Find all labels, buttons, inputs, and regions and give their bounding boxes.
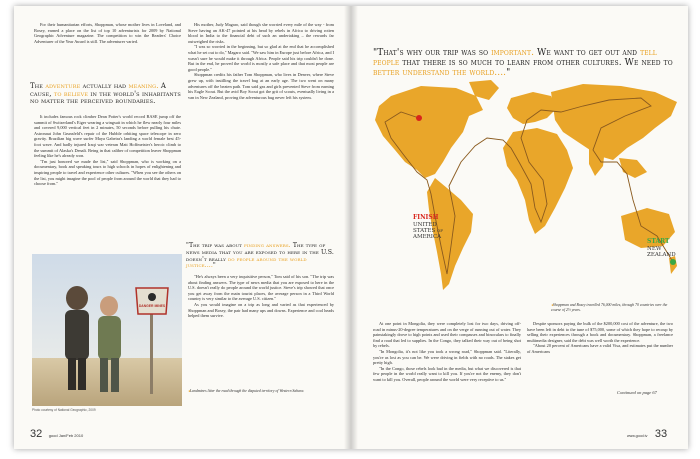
right-col1-para-1: At one point in Mongolia, they were completely lost for two days, driving off-road in minus-20-degree temperatures and on the verge of running out of water. They painstakingly drove to high points and used their compasses and binoculars to finally find a road that led to supplies. In the Congo, they talked their way out of being shot by rebels. [373,321,521,349]
right-pull-quote: "That's why our trip was so important. We want to get out and tell people that there is so much to learn from other cultures. We need to better understand the world...." [373,48,673,78]
map-europe [507,92,557,124]
finish-place-label: UNITED STATES of AMERICA [413,222,444,240]
left-page [14,6,351,449]
right-col1-para-2: "In Mongolia, it's not like you took a wrong road," Shoppman said. "Literally, you're as lost as you can be. We were driving in fields with no roads. The stakes get pretty high. [373,348,521,366]
left-col2-para-3: Shoppman credits his father Tom Shoppman, who lives in Denver, where Steve grew up, with instilling the travel bug at an early age. The two went on many adventures off the beaten path. Tom said gas and girls prevented Steve from earning his Eagle Scout. But the avid Boy Scout got the grit of scouts, eventually living in a van in New Zealand, proving the adventurous bug never left his system. [188,72,334,100]
world-route-map [351,76,688,316]
left-folio [30,424,83,442]
right-col1-para-3: "In the Congo, those rebels look bad in the media, but what we discovered is that few people in the world really want to kill you. If you're not the enemy, they don't want to kill you. Overall, people around the world were very receptive to us." [373,365,521,382]
danger-sign-text: DANGER MINES [138,304,166,308]
photo-credit: Photo courtesy of National Geographic, 2009 [32,408,96,412]
right-column-1 [373,321,521,383]
left-col2-para-1: His mother, Judy Magaro, said though she worried every mile of the way - from Steve having an AK-47 pointed at his head by rebels in Africa to driving rotten blood in India to the financial debt of such an undertaking – the rewards far outweighed the risks. [188,22,334,44]
map-caption-bullet-icon: ◂ [551,303,553,307]
right-page [351,6,688,449]
left-col1-para-3: "I'm just honored we made the list," said Shoppman, who is working on a documentary, book and speaking tours to high schools in hopes of enlightening and inspiring people to travel and experience other cultures. "When you see the others on the list, you might imagine the pool of people from around the world that they had to choose from." [34,158,181,187]
right-col2-para-1: Despite sponsors paying the bulk of the $200,000 cost of the adventure, the two have been left in debt to the tune of $75,000, some of which they hope to recoup by selling their experiences through a book and documentary. Shoppman, a freelance multimedia designer, said the debt was well worth the experience. [527,321,673,343]
right-folio [627,424,667,442]
left-page-number: 32 [30,428,43,440]
left-column-1 [34,22,181,44]
start-label: START [647,238,670,245]
left-folio-text: good Jan/Feb 2010 [48,433,84,438]
continued-note: Continued on page 67 [617,390,657,395]
map-north-america [375,86,483,178]
caption-bullet-icon: ◂ [188,389,190,393]
left-col3-para-1: "He's always been a very inquisitive person," Tom said of his son. "The trip was about finding answers. The type of news media that you are exposed to here in the U.S. doesn't really do people around the world justice. Steve's trip showed that once you get away from the main tourist places, the average person in a Third World country is very similar to the average U.S. citizen." [188,274,334,302]
desert-photo-illustration [32,254,182,406]
finish-label: FINISH [413,214,439,221]
right-folio-url: www.good.tv [627,434,648,438]
map-caption: ◂Shoppman and Bosey travelled 76,000 miles, through 70 countries over the course of 2½ years. [551,303,668,312]
left-pull-quote-2: "The trip was about finding answers. The type of news media that you are exposed to here in the U.S. doesn't really do people around the world justice...." [186,242,334,270]
right-column-2 [527,321,673,355]
left-column-2 [188,22,334,100]
start-place-label: NEW ZEALAND [647,246,676,258]
magazine-spread [14,6,688,449]
photo-caption: ◂Landmines litter the road through the disputed territory of Western Sahara. [188,389,305,393]
left-col1-para-1: For their humanitarian efforts, Shoppman, whose mother lives in Loveland, and Bosey, earned a place on the list of top 10 adventurists for 2009 by National Geographic Adventure magazine. The competition to win the Readers' Choice Adventurer of the Year Award is still. The adventurer varied. [34,22,181,44]
map-india [589,146,605,176]
finish-marker [416,115,422,121]
left-column-1b [34,114,181,187]
left-pull-quote-1: The adventure actually had meaning. A cause, to believe in the world's inhabitants no matter the perceived boundaries. [30,82,181,106]
left-col1-para-2: It includes famous rock climber Dean Potter's world record BASE jump off the summit of Switzerland's Eiger wearing a wingsuit in which he flew nearly four miles and covered 9,000 vertical feet in 2 minutes, 50 seconds before pulling his chute. Astronaut John Grunsfeld's repair of the Hubble orbiting space telescope in zero gravity. Brazilian big wave surfer Maya Gabeira's landing a world female best 45-foot wave. And badly injured Iraqi war veteran Matt Hoffmeister's heroic climb to the summit of Alaska's Denali. Being in that caliber of competition leaver Shoppman feeling like he's already won. [34,114,181,159]
left-column-3 [188,274,334,319]
start-marker [670,259,676,265]
left-col3-para-2: As you would imagine on a trip as long and varied as that experienced by Shoppman and Bosey, the pair had many ups and downs. Experience and cool heads helped them survive. [188,301,334,319]
map-africa [503,128,573,234]
right-page-number: 33 [654,428,668,440]
desert-photo [32,254,182,406]
left-col2-para-2: "I was so worried in the beginning, but so glad at the end that he accomplished what he set out to do," Magaro said. "We saw him in Europe just before Africa, and I wasn't sure he would make it through Africa. People said his trip couldn't be done. But in the end, he proved the world is mostly a safe place and that most people are good people." [188,44,334,72]
right-col2-para-2: "About 20 percent of Americans have a valid Visa, and estimates put the number of Americans [527,343,673,354]
map-southeast-asia [619,158,647,178]
